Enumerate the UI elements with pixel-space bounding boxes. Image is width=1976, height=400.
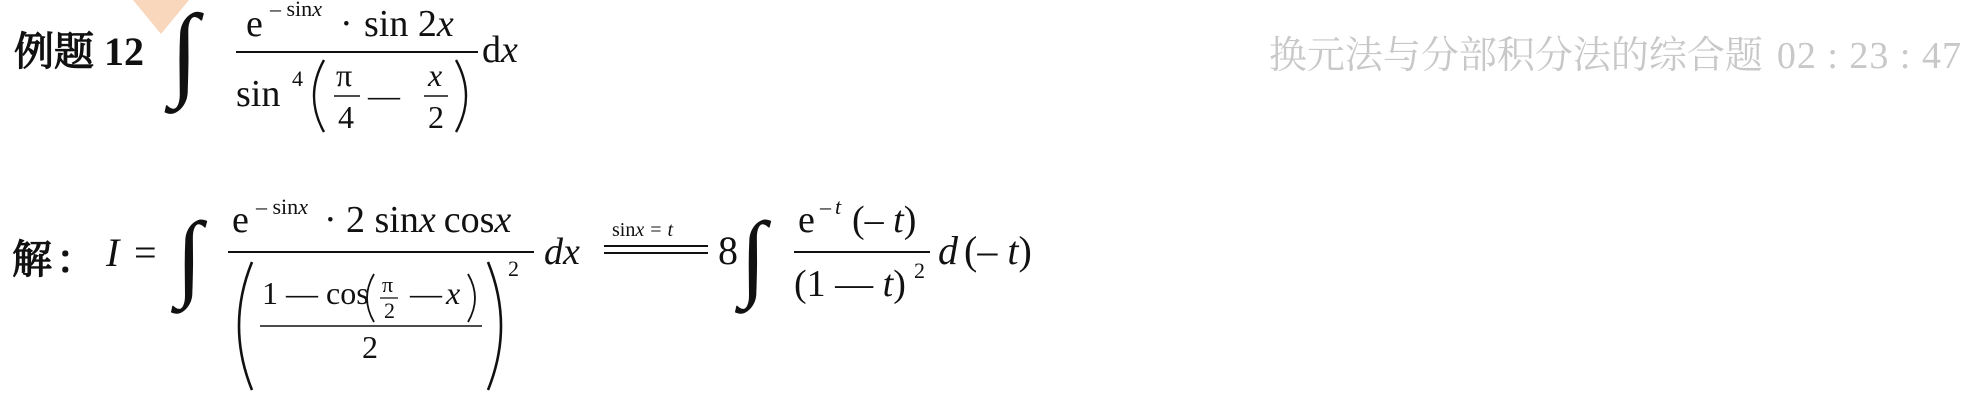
- problem-num-sin2: sin 2: [364, 3, 437, 45]
- solution-n2-paren-close: ): [903, 199, 917, 241]
- problem-dx-var: x: [501, 29, 518, 71]
- problem-den-pi: π: [336, 57, 353, 93]
- solution-subst-label: [612, 219, 674, 241]
- solution-d2-t: t: [882, 263, 894, 305]
- solution-n2-paren-t: t: [893, 199, 904, 241]
- problem-num-exp: [269, 0, 322, 21]
- problem-d: d: [482, 29, 501, 71]
- solution-num-exp-text: – sin: [256, 194, 299, 219]
- problem-num-exp-text: – sin: [270, 0, 313, 21]
- solution-subst-eq: =: [650, 219, 662, 241]
- solution-num-rest: [346, 199, 511, 241]
- solution-eight: 8: [718, 228, 738, 273]
- solution-integral-sign: ∫: [176, 202, 203, 309]
- solution-num-e: e: [232, 199, 249, 241]
- solution-num-cos: cos: [443, 199, 495, 241]
- solution-d2-open: (1 —: [794, 263, 883, 305]
- problem-den-four: 4: [338, 99, 354, 135]
- solution-inner-x: x: [446, 275, 461, 311]
- problem-den-two: 2: [428, 99, 444, 135]
- solution-tail-open: (–: [964, 228, 1008, 273]
- solution-formula: [105, 194, 1032, 390]
- solution-tail: [938, 228, 1032, 273]
- solution-eq: =: [134, 230, 157, 275]
- problem-den-left-paren: [314, 60, 324, 132]
- solution-integral-sign-2: ∫: [740, 202, 767, 309]
- solution-num-x1: x: [418, 199, 436, 241]
- problem-den-pow: 4: [292, 66, 303, 91]
- solution-num-dot: ·: [324, 199, 337, 241]
- solution-subst-sin: sin: [612, 219, 636, 241]
- solution-inner-right-paren: [468, 274, 475, 322]
- solution-num-2sin: 2 sin: [346, 199, 419, 241]
- solution-colon: ：: [56, 237, 96, 282]
- solution-den-big-right-paren: [488, 262, 501, 390]
- problem-num-exp-var: x: [312, 0, 322, 21]
- solution-inner-pi: π: [382, 272, 394, 297]
- problem-num-e: e: [246, 3, 263, 45]
- solution-den-big-left-paren: [239, 262, 252, 390]
- problem-den-minus: —: [368, 77, 400, 113]
- solution-inner-minus: —: [410, 275, 442, 311]
- solution-d2-close: ): [893, 263, 906, 305]
- solution-subst-t: t: [667, 219, 674, 241]
- problem-den-x: x: [428, 57, 443, 93]
- problem-dx: [482, 29, 518, 71]
- problem-den-sin: sin: [236, 73, 281, 115]
- solution-I: I: [106, 230, 120, 275]
- solution-tail-close: ): [1018, 228, 1032, 273]
- solution-num-exp-var: x: [298, 194, 308, 219]
- problem-integral-sign: ∫: [170, 0, 199, 109]
- solution-inner-1cos: 1 — cos: [262, 275, 369, 311]
- solution-n2-exp-t: t: [835, 194, 842, 219]
- solution-n2-exp: [819, 194, 842, 219]
- solution-label-text: 解: [12, 237, 52, 282]
- solution-n2-paren-open: (–: [852, 199, 894, 241]
- problem-num-dot: ·: [340, 3, 353, 45]
- solution-outer-pow: 2: [508, 256, 519, 281]
- problem-den-right-paren: [456, 60, 466, 132]
- video-timer: 02 : 23 : 47: [1776, 35, 1962, 77]
- problem-label: 例题 12: [14, 29, 144, 74]
- problem-formula: [164, 0, 518, 135]
- topic-title: 换元法与分部积分法的综合题: [1268, 35, 1763, 77]
- solution-tail-t: t: [1007, 228, 1019, 273]
- solution-num-x2: x: [494, 199, 512, 241]
- solution-tail-d: d: [938, 228, 958, 273]
- problem-num-x: x: [436, 3, 454, 45]
- solution-d2-pow: 2: [914, 258, 925, 283]
- solution-subst-x: x: [635, 219, 645, 241]
- solution-n2-e: e: [798, 199, 815, 241]
- problem-num-sin2x: [364, 3, 454, 45]
- solution-d2: [794, 263, 906, 305]
- solution-inner-two-small: 2: [384, 298, 395, 323]
- solution-n2-paren: [852, 199, 916, 241]
- solution-n2-exp-minus: –: [820, 194, 831, 219]
- solution-dx: dx: [544, 231, 580, 273]
- solution-inner-den-two: 2: [362, 329, 378, 365]
- solution-num-exp: [255, 194, 308, 219]
